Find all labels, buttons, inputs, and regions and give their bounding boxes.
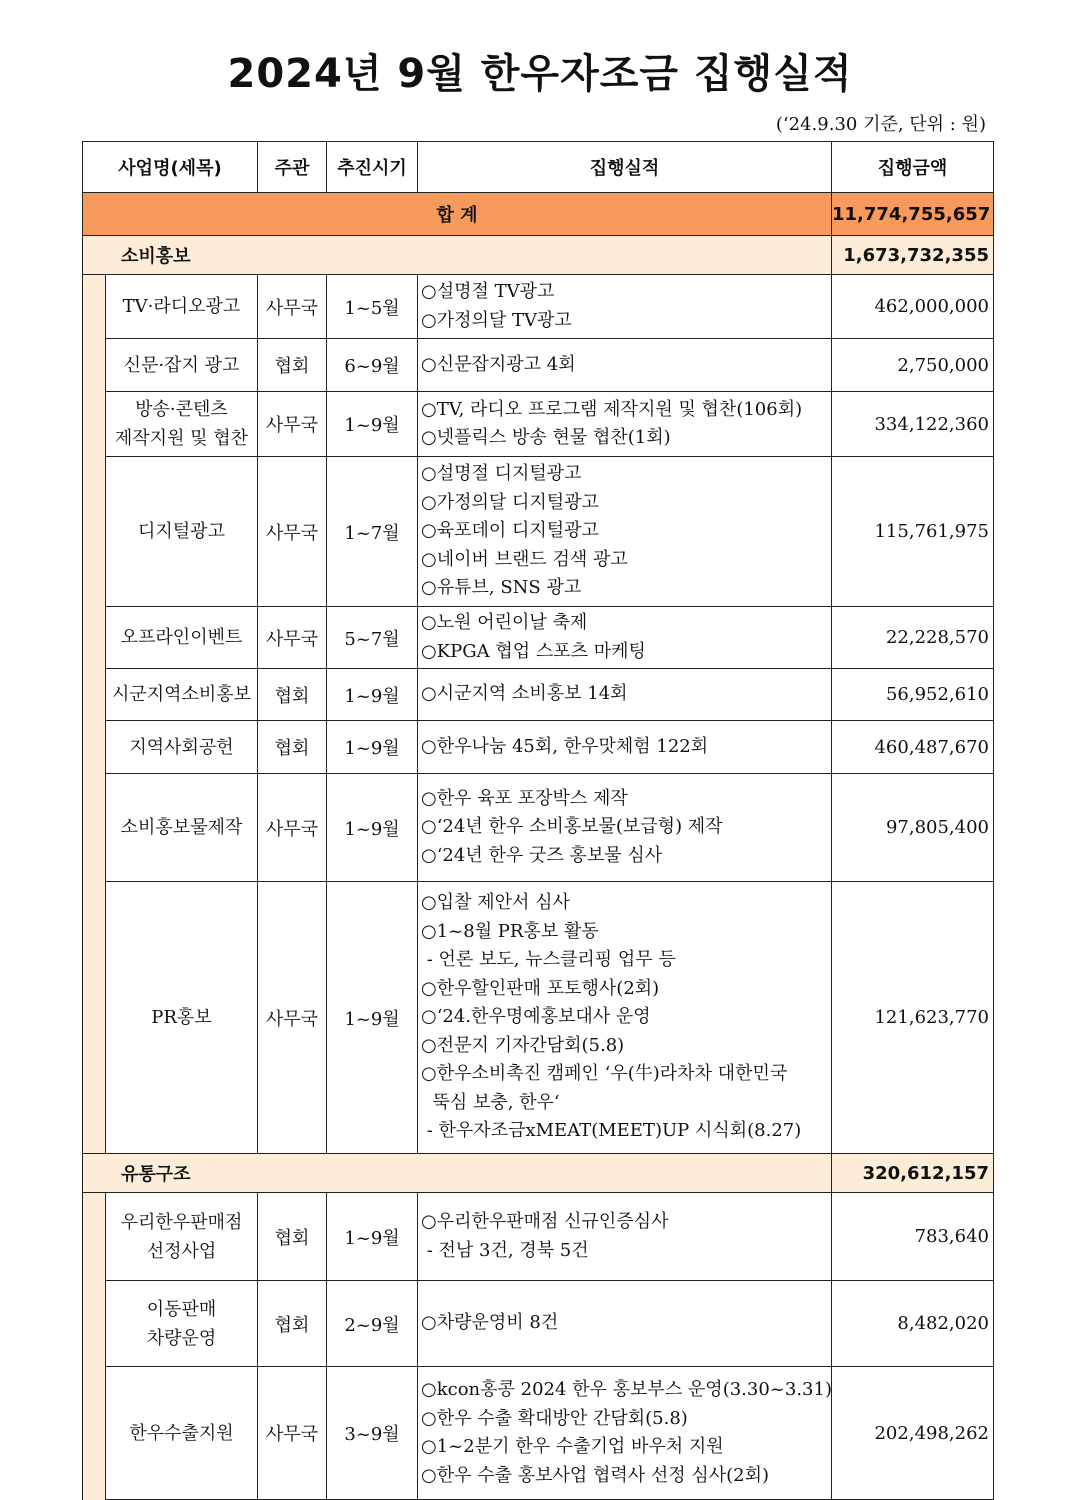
item-name-line: 제작지원 및 협찬 xyxy=(114,428,249,449)
table-header xyxy=(83,142,994,193)
detail-line: - 언론 보도, 뉴스클리핑 업무 등 xyxy=(421,949,676,971)
item-name-line: 시군지역소비홍보 xyxy=(111,684,252,705)
item-period: 1~9월 xyxy=(327,882,418,1154)
item-name-line: 차량운영 xyxy=(146,1327,217,1349)
section-indent xyxy=(83,339,106,392)
detail-line: ○KPGA 협업 스포츠 마케팅 xyxy=(421,640,646,662)
item-amount: 2,750,000 xyxy=(832,339,994,392)
detail-line: ○입찰 제안서 심사 xyxy=(421,892,570,914)
table-row xyxy=(83,669,994,721)
item-period: 2~9월 xyxy=(327,1281,418,1367)
item-amount: 783,640 xyxy=(832,1193,994,1281)
detail-line: ○우리한우판매점 신규인증심사 xyxy=(421,1211,669,1232)
item-name-line: 소비홍보물제작 xyxy=(120,817,243,838)
header-amount: 집행금액 xyxy=(832,142,994,193)
item-details xyxy=(418,457,832,607)
table-row xyxy=(83,1367,994,1500)
item-amount: 121,623,770 xyxy=(832,882,994,1154)
detail-line: ○가정의달 디지털광고 xyxy=(421,491,599,513)
table-row xyxy=(83,607,994,669)
item-name xyxy=(106,1367,258,1500)
item-org: 사무국 xyxy=(258,392,327,457)
section-indent xyxy=(83,457,106,607)
section-indent xyxy=(83,882,106,1154)
detail-line: ○‘24.한우명예홍보대사 운영 xyxy=(421,1006,651,1028)
item-period: 1~9월 xyxy=(327,721,418,774)
item-org: 협회 xyxy=(258,721,327,774)
section-indent xyxy=(83,392,106,457)
item-name xyxy=(106,457,258,607)
item-details xyxy=(418,774,832,882)
item-name xyxy=(106,882,258,1154)
detail-line: ○네이버 브랜드 검색 광고 xyxy=(421,548,628,570)
item-details xyxy=(418,1281,832,1367)
item-details xyxy=(418,882,832,1154)
detail-line: ○노원 어린이날 축제 xyxy=(421,612,588,633)
detail-line: 뚝심 보충, 한우‘ xyxy=(421,1091,560,1113)
item-period: 5~7월 xyxy=(327,607,418,669)
section-indent xyxy=(83,1193,106,1281)
detail-line: ○가정의달 TV광고 xyxy=(421,309,572,331)
detail-line: ○전문지 기자간담회(5.8) xyxy=(421,1034,625,1056)
header-period: 추진시기 xyxy=(327,142,418,193)
header-org: 주관 xyxy=(258,142,327,193)
section-indent xyxy=(83,669,106,721)
item-name-line: 이동판매 xyxy=(146,1298,217,1320)
section-indent xyxy=(83,1367,106,1500)
item-period: 6~9월 xyxy=(327,339,418,392)
detail-line: ○한우나눔 45회, 한우맛체험 122회 xyxy=(421,735,709,757)
item-name xyxy=(106,774,258,882)
item-period: 1~9월 xyxy=(327,774,418,882)
table-row xyxy=(83,392,994,457)
item-details xyxy=(418,1367,832,1500)
item-details xyxy=(418,1193,832,1281)
section-amount: 1,673,732,355 xyxy=(832,236,994,275)
detail-line: ○TV, 라디오 프로그램 제작지원 및 협찬(106회) xyxy=(421,398,803,420)
section-row xyxy=(83,1154,994,1193)
section-name: 유통구조 xyxy=(83,1154,832,1193)
item-name xyxy=(106,607,258,669)
item-name xyxy=(106,669,258,721)
item-name-line: 오프라인이벤트 xyxy=(120,627,243,648)
item-details xyxy=(418,669,832,721)
detail-line: ○한우할인판매 포토행사(2회) xyxy=(421,977,660,999)
detail-line: ○차량운영비 8건 xyxy=(421,1312,559,1334)
item-amount: 202,498,262 xyxy=(832,1367,994,1500)
header-name: 사업명(세목) xyxy=(83,142,258,193)
table-row xyxy=(83,774,994,882)
item-name xyxy=(106,721,258,774)
detail-line: ○육포데이 디지털광고 xyxy=(421,520,599,542)
item-amount: 22,228,570 xyxy=(832,607,994,669)
section-indent xyxy=(83,607,106,669)
item-period: 1~9월 xyxy=(327,669,418,721)
table-row xyxy=(83,882,994,1154)
item-period: 3~9월 xyxy=(327,1367,418,1500)
item-amount: 97,805,400 xyxy=(832,774,994,882)
detail-line: ○한우 수출 홍보사업 협력사 선정 심사(2회) xyxy=(421,1464,770,1486)
item-name-line: TV·라디오광고 xyxy=(122,296,241,317)
item-amount: 334,122,360 xyxy=(832,392,994,457)
item-details xyxy=(418,392,832,457)
table-row xyxy=(83,339,994,392)
item-name-line: 한우수출지원 xyxy=(129,1422,234,1444)
section-indent xyxy=(83,774,106,882)
detail-line: ○설명절 디지털광고 xyxy=(421,463,582,485)
item-org: 협회 xyxy=(258,1281,327,1367)
detail-line: ○넷플릭스 방송 현물 협찬(1회) xyxy=(421,427,671,448)
detail-line: ○설명절 TV광고 xyxy=(421,281,555,302)
item-name xyxy=(106,392,258,457)
execution-table xyxy=(82,141,994,1500)
item-org: 사무국 xyxy=(258,275,327,339)
item-name xyxy=(106,339,258,392)
item-details xyxy=(418,275,832,339)
detail-line: ○신문잡지광고 4회 xyxy=(421,353,576,375)
detail-line: ○kcon홍콩 2024 한우 홍보부스 운영(3.30~3.31) xyxy=(421,1379,832,1400)
page-title: 2024년 9월 한우자조금 집행실적 xyxy=(227,51,853,97)
detail-line: ○‘24년 한우 굿즈 홍보물 심사 xyxy=(421,844,663,866)
item-amount: 462,000,000 xyxy=(832,275,994,339)
section-row xyxy=(83,236,994,275)
table-row xyxy=(83,721,994,774)
item-period: 1~9월 xyxy=(327,1193,418,1281)
item-name-line: 우리한우판매점 xyxy=(120,1211,243,1233)
item-org: 협회 xyxy=(258,339,327,392)
item-org: 사무국 xyxy=(258,882,327,1154)
item-details xyxy=(418,607,832,669)
section-indent xyxy=(83,721,106,774)
item-org: 협회 xyxy=(258,1193,327,1281)
item-amount: 115,761,975 xyxy=(832,457,994,607)
item-name-line: 디지털광고 xyxy=(138,521,225,542)
detail-line: ○시군지역 소비홍보 14회 xyxy=(421,683,628,705)
item-amount: 56,952,610 xyxy=(832,669,994,721)
detail-line: ○‘24년 한우 소비홍보물(보급형) 제작 xyxy=(421,816,723,838)
item-name-line: PR홍보 xyxy=(151,1007,212,1028)
table-row xyxy=(83,1281,994,1367)
item-name-line: 신문·잡지 광고 xyxy=(123,354,240,376)
detail-line: ○한우 수출 확대방안 간담회(5.8) xyxy=(421,1407,688,1429)
total-label: 합 계 xyxy=(83,193,832,236)
item-name-line: 선정사업 xyxy=(146,1240,217,1262)
item-amount: 8,482,020 xyxy=(832,1281,994,1367)
section-amount: 320,612,157 xyxy=(832,1154,994,1193)
item-org: 사무국 xyxy=(258,607,327,669)
section-indent xyxy=(83,1281,106,1367)
item-period: 1~9월 xyxy=(327,392,418,457)
detail-line: ○한우 육포 포장박스 제작 xyxy=(421,787,628,809)
item-name xyxy=(106,275,258,339)
table-row xyxy=(83,275,994,339)
detail-line: ○1~2분기 한우 수출기업 바우처 지원 xyxy=(421,1436,724,1457)
detail-line: - 한우자조금xMEAT(MEET)UP 시식회(8.27) xyxy=(421,1120,802,1142)
item-org: 사무국 xyxy=(258,457,327,607)
unit-note: (‘24.9.30 기준, 단위 : 원) xyxy=(775,114,986,135)
item-org: 사무국 xyxy=(258,1367,327,1500)
detail-line: ○1~8월 PR홍보 활동 xyxy=(421,920,599,942)
table-row xyxy=(83,1193,994,1281)
header-details: 집행실적 xyxy=(418,142,832,193)
total-amount: 11,774,755,657 xyxy=(832,193,994,236)
section-indent xyxy=(83,275,106,339)
total-row xyxy=(83,193,994,236)
item-name xyxy=(106,1193,258,1281)
detail-line: ○한우소비촉진 캠페인 ‘우(牛)라차차 대한민국 xyxy=(421,1063,788,1085)
table-row xyxy=(83,457,994,607)
item-org: 협회 xyxy=(258,669,327,721)
detail-line: - 전남 3건, 경북 5건 xyxy=(421,1239,589,1261)
detail-line: ○유튜브, SNS 광고 xyxy=(421,577,582,599)
item-name-line: 지역사회공헌 xyxy=(129,736,234,758)
section-name: 소비홍보 xyxy=(83,236,832,275)
item-details xyxy=(418,721,832,774)
item-org: 사무국 xyxy=(258,774,327,882)
item-period: 1~7월 xyxy=(327,457,418,607)
item-period: 1~5월 xyxy=(327,275,418,339)
item-name-line: 방송·콘텐츠 xyxy=(135,399,228,420)
item-amount: 460,487,670 xyxy=(832,721,994,774)
item-name xyxy=(106,1281,258,1367)
item-details xyxy=(418,339,832,392)
